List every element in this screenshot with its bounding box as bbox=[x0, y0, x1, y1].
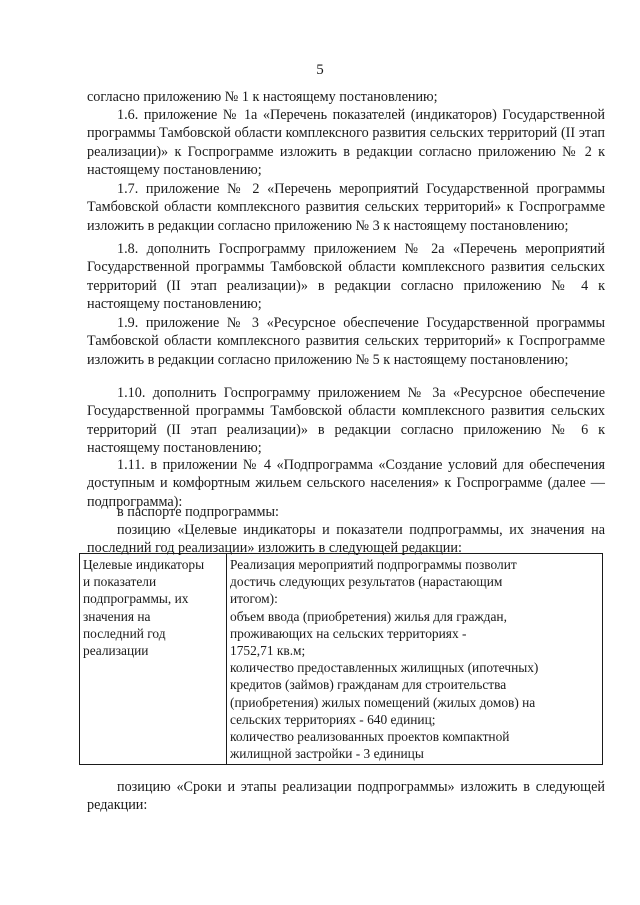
value-line: итогом): bbox=[230, 591, 278, 607]
value-line: (приобретения) жилых помещений (жилых домов) на bbox=[230, 694, 536, 710]
value-line: кредитов (займов) гражданам для строительства bbox=[230, 677, 507, 693]
value-line: 1752,71 кв.м; bbox=[230, 643, 306, 659]
value-line: количество реализованных проектов компактной bbox=[230, 729, 510, 745]
label-line: значения на bbox=[83, 608, 151, 624]
label-line: последний год bbox=[83, 625, 166, 641]
value-line: достичь следующих результатов (нарастающим bbox=[230, 574, 503, 590]
table-label-cell bbox=[80, 554, 227, 765]
label-line: и показатели bbox=[83, 574, 157, 590]
value-line: проживающих на сельских территориях - bbox=[230, 625, 467, 641]
paragraph-position-indicators: позицию «Целевые индикаторы и показатели подпрограммы, их значения на последний год реализации» изложить в следующей редакции: bbox=[87, 522, 605, 557]
paragraph-1-8: 1.8. дополнить Госпрограмму приложением № 2а «Перечень мероприятий Государственной программы Тамбовской области комплексного развития сельских территорий (II этап реализации)» в редакции согласно приложению № 4 к настоящему постановлению; bbox=[87, 241, 605, 313]
value-line: сельских территориях - 640 единиц; bbox=[230, 711, 436, 727]
page-number: 5 bbox=[316, 62, 324, 78]
paragraph-1-7: 1.7. приложение № 2 «Перечень мероприятий Государственной программы Тамбовской области комплексного развития сельских территорий» к Госпрограмме изложить в редакции согласно приложению № 3 к настоящему постановлению; bbox=[87, 181, 605, 234]
paragraph-1-11: 1.11. в приложении № 4 «Подпрограмма «Создание условий для обеспечения доступным и комфортным жильем сельского населения» к Госпрограмме (далее — подпрограмма): bbox=[87, 457, 605, 510]
paragraph-1-10: 1.10. дополнить Госпрограмму приложением № 3а «Ресурсное обеспечение Государственной программы Тамбовской области комплексного развития сельских территорий (II этап реализации)» в редакции согласно приложению № 6 к настоящему постановлению; bbox=[87, 385, 605, 457]
label-line: подпрограммы, их bbox=[83, 591, 189, 607]
value-line: Реализация мероприятий подпрограммы позволит bbox=[230, 557, 517, 572]
label-line: Целевые индикаторы bbox=[83, 557, 205, 572]
paragraph-1-6: 1.6. приложение № 1а «Перечень показателей (индикаторов) Государственной программы Тамбовской области комплексного развития сельских территорий (II этап реализации)» к Госпрограмме изложить в редакции согласно приложению № 2 к настоящему постановлению; bbox=[87, 107, 605, 179]
value-line: объем ввода (приобретения) жилья для граждан, bbox=[230, 608, 507, 624]
paragraph-position-terms: позицию «Сроки и этапы реализации подпрограммы» изложить в следующей редакции: bbox=[87, 779, 605, 814]
value-line: количество предоставленных жилищных (ипотечных) bbox=[230, 660, 539, 676]
table-value-cell bbox=[227, 554, 603, 765]
paragraph-1-9: 1.9. приложение № 3 «Ресурсное обеспечение Государственной программы Тамбовской области комплексного развития сельских территорий» к Госпрограмме изложить в редакции согласно приложению № 5 к настоящему постановлению; bbox=[87, 315, 605, 368]
paragraph-passport: в паспорте подпрограммы: bbox=[117, 504, 279, 520]
paragraph-continuation: согласно приложению № 1 к настоящему постановлению; bbox=[87, 89, 438, 105]
table-row bbox=[80, 554, 603, 765]
label-line: реализации bbox=[83, 643, 149, 659]
indicators-table bbox=[79, 553, 603, 765]
value-line: жилищной застройки - 3 единицы bbox=[230, 746, 424, 762]
